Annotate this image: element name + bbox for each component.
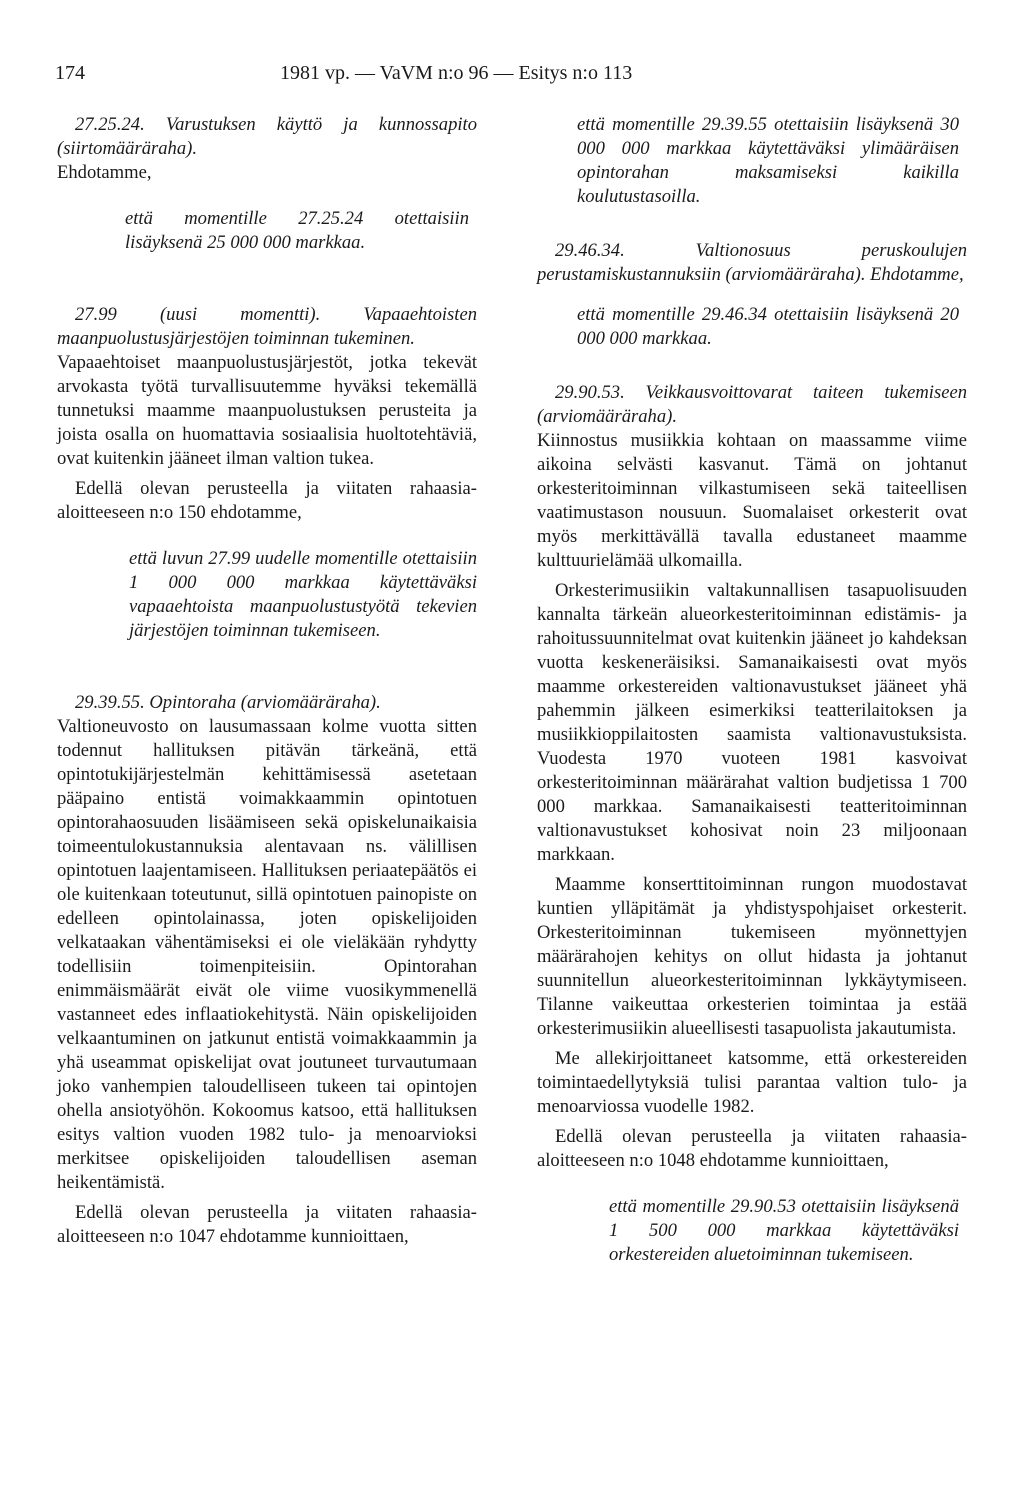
running-head: 1981 vp. — VaVM n:o 96 — Esitys n:o 113 bbox=[280, 62, 633, 84]
right-column bbox=[537, 113, 967, 1267]
section-heading-29-39-55: 29.39.55. Opintoraha (arviomääräraha). bbox=[75, 692, 381, 713]
page-number: 174 bbox=[55, 62, 85, 84]
section-body-29-39-55: Valtioneuvosto on lausumassaan kolme vuotta sitten todennut hallituksen pitävän tärkeänä, että opintotukijärjestelmän kehittämisessä asetetaan pääpaino entistä voimakkaammin opintotuen opintorahaosuuden lisäämiseen sekä opiskelunaikaisia toimeentulokustannuksia alentavaan ns. välillisen opintotuen laajentamiseen. Hallituksen periaatepäätös ei ole kuitenkaan toteutunut, sillä opintotuen painopiste on edelleen opintolainassa, joten opiskelijoiden velkataakan vähentämiseksi ei ole vieläkään ryhdytty todellisiin toimenpiteisiin. Opintorahan enimmäismäärät eivät ole viime vuosikymmenellä vastanneet edes inflaatiokehitystä. Näin opiskelijoiden velkaantuminen on jatkunut entistä voimakkaammin ja yhä useammat opiskelijat ovat joutuneet turvautumaan joko vanhempien taloudelliseen tukeen tai opintojen ohella ansiotyöhön. Kokoomus katsoo, että hallituksen esitys valtion vuoden 1982 tulo- ja menoarvioksi merkitsee opiskelijoiden taloudellisen aseman heikentämistä. bbox=[57, 716, 477, 1193]
proposal-27-99: että luvun 27.99 uudelle momentille otettaisiin 1 000 000 markkaa käytettäväksi vapaaehtoista maanpuolustustyötä tekevien järjestöjen toiminnan tukemiseen. bbox=[129, 548, 477, 641]
proposal-29-39-55: että momentille 29.39.55 otettaisiin lisäyksenä 30 000 000 markkaa käytettäväksi ylimääräisen opintorahan maksamiseksi kaikilla koulutustasoilla. bbox=[577, 114, 959, 207]
section-body4-29-90-53: Me allekirjoittaneet katsomme, että orkestereiden toimintaedellytyksiä tulisi parantaa valtion tulo- ja menoarviossa vuodelle 1982. bbox=[537, 1048, 967, 1117]
section-heading-27-99: 27.99 (uusi momentti). Vapaaehtoisten maanpuolustusjärjestöjen toiminnan tukeminen. bbox=[57, 304, 477, 349]
section-body3-29-90-53: Maamme konserttitoiminnan rungon muodostavat kuntien ylläpitämät ja yhdistyspohjaiset orkesterit. Orkesteritoiminnan tukemiseen myönnettyjen määrärahojen kehitys on ollut hidasta ja johtanut suunnitellun alueorkesteritoiminnan lykkäytymiseen. Tilanne vaikeuttaa orkesterien toimintaa ja estää orkesterimusiikin alueellisesti tasapuolista jakautumista. bbox=[537, 874, 967, 1039]
proposal-29-90-53: että momentille 29.90.53 otettaisiin lisäyksenä 1 500 000 markkaa käytettäväksi orkestereiden aluetoiminnan tukemiseen. bbox=[609, 1196, 959, 1265]
section-heading-29-90-53: 29.90.53. Veikkausvoittovarat taiteen tukemiseen (arviomääräraha). bbox=[537, 382, 967, 427]
section-body-29-90-53: Kiinnostus musiikkia kohtaan on maassamme viime aikoina selvästi kasvanut. Tämä on johtanut orkesteritoiminnan vilkastumiseen sekä taiteellisen vaatimustason nousuun. Suomalaiset orkesterit ovat myös merkittävällä tavalla edustaneet maamme kulttuurielämää ulkomailla. bbox=[537, 430, 967, 571]
section-heading-29-46-34: 29.46.34. Valtionosuus peruskoulujen perustamiskustannuksiin (arviomääräraha). Ehdotamme, bbox=[537, 240, 967, 285]
proposal-27-25-24: että momentille 27.25.24 otettaisiin lisäyksenä 25 000 000 markkaa. bbox=[125, 208, 469, 253]
section-heading-27-25-24: 27.25.24. Varustuksen käyttö ja kunnossapito (siirtomääräraha). bbox=[57, 114, 477, 159]
section-body-27-25-24: Ehdotamme, bbox=[57, 162, 152, 183]
section-body2-27-99: Edellä olevan perusteella ja viitaten rahaasia-aloitteeseen n:o 150 ehdotamme, bbox=[57, 478, 477, 523]
section-body2-29-39-55: Edellä olevan perusteella ja viitaten rahaasia-aloitteeseen n:o 1047 ehdotamme kunnioittaen, bbox=[57, 1202, 477, 1247]
section-body2-29-90-53: Orkesterimusiikin valtakunnallisen tasapuolisuuden kannalta tärkeän alueorkesteritoiminnan edistämis- ja rahoitussuunnitelmat ovat kuitenkin jääneet jo kahdeksan vuotta keskeneräisiksi. Samanaikaisesti ovat myös maamme orkestereiden valtionavustukset jääneet yhä pahemmin jälkeen esimerkiksi teatterilaitoksen ja musiikkioppilaitosten saamista valtionavustuksista. Vuodesta 1970 vuoteen 1981 kasvoivat orkesteritoiminnan määrärahat valtion budjetissa 1 700 000 markkaa. Samanaikaisesti teatteritoiminnan valtionavustukset kohosivat noin 23 miljoonaan markkaan. bbox=[537, 580, 967, 865]
left-column bbox=[57, 113, 477, 1255]
proposal-29-46-34: että momentille 29.46.34 otettaisiin lisäyksenä 20 000 000 markkaa. bbox=[577, 304, 959, 349]
section-body5-29-90-53: Edellä olevan perusteella ja viitaten rahaasia-aloitteeseen n:o 1048 ehdotamme kunnioittaen, bbox=[537, 1126, 967, 1171]
section-body-27-99: Vapaaehtoiset maanpuolustusjärjestöt, jotka tekevät arvokasta työtä turvallisuutemme hyväksi tekemällä tunnetuksi maamme maanpuolustuksen perusteita ja joista osalla on huomattavia sosiaalisia huoltotehtäviä, ovat kuitenkin jääneet ilman valtion tukea. bbox=[57, 352, 477, 469]
page-header bbox=[0, 62, 1024, 92]
